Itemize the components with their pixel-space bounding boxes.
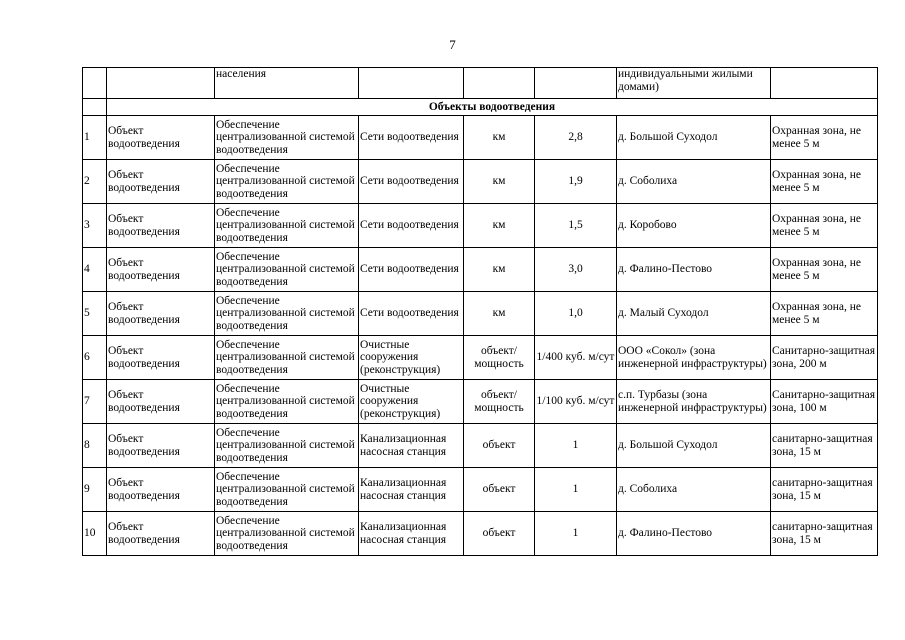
cell-type: Объект водоотведения [107, 116, 215, 160]
cell-purpose: Обеспечение централизованной системой водоотведения [215, 380, 359, 424]
cell-unit: объект/ мощность [464, 336, 535, 380]
cell-zone: Охранная зона, не менее 5 м [771, 204, 878, 248]
cell-zone: Охранная зона, не менее 5 м [771, 116, 878, 160]
cell-name: Канализационная насосная станция [359, 424, 464, 468]
table-row [83, 116, 878, 160]
cell-location: ООО «Сокол» (зона инженерной инфраструктуры) [617, 336, 771, 380]
cell-location: д. Соболиха [617, 160, 771, 204]
cell-location: д. Коробово [617, 204, 771, 248]
cell-purpose: населения [215, 68, 359, 99]
cell-purpose: Обеспечение централизованной системой водоотведения [215, 336, 359, 380]
cell-purpose: Обеспечение централизованной системой водоотведения [215, 424, 359, 468]
cell-zone [771, 68, 878, 99]
table-row [83, 468, 878, 512]
cell-name: Очистные сооружения (реконструкция) [359, 336, 464, 380]
cell-num [83, 68, 107, 99]
cell-purpose: Обеспечение централизованной системой водоотведения [215, 204, 359, 248]
cell-name: Канализационная насосная станция [359, 512, 464, 556]
cell-purpose: Обеспечение централизованной системой водоотведения [215, 292, 359, 336]
cell-num: 8 [83, 424, 107, 468]
table-row [83, 380, 878, 424]
cell-zone: санитарно-защитная зона, 15 м [771, 468, 878, 512]
cell-name: Сети водоотведения [359, 248, 464, 292]
cell-unit [464, 68, 535, 99]
cell-location: д. Большой Суходол [617, 116, 771, 160]
cell-zone: Охранная зона, не менее 5 м [771, 248, 878, 292]
table-row [83, 424, 878, 468]
cell-purpose: Обеспечение централизованной системой водоотведения [215, 468, 359, 512]
cell-purpose: Обеспечение централизованной системой водоотведения [215, 248, 359, 292]
cell-value: 1/100 куб. м/сут [535, 380, 617, 424]
cell-type: Объект водоотведения [107, 512, 215, 556]
cell-num: 2 [83, 160, 107, 204]
cell-type: Объект водоотведения [107, 248, 215, 292]
cell-unit: объект/ мощность [464, 380, 535, 424]
cell-num: 6 [83, 336, 107, 380]
cell-location: д. Соболиха [617, 468, 771, 512]
cell-unit: км [464, 160, 535, 204]
cell-type: Объект водоотведения [107, 380, 215, 424]
table-row [83, 248, 878, 292]
cell-value [535, 68, 617, 99]
cell-unit: км [464, 204, 535, 248]
cell-value: 1 [535, 468, 617, 512]
cell-location: д. Фалино-Пестово [617, 512, 771, 556]
cell-purpose: Обеспечение централизованной системой водоотведения [215, 512, 359, 556]
cell-zone: Охранная зона, не менее 5 м [771, 160, 878, 204]
cell-type: Объект водоотведения [107, 468, 215, 512]
table-row [83, 336, 878, 380]
cell-name: Сети водоотведения [359, 116, 464, 160]
table-row [83, 160, 878, 204]
cell-zone: Санитарно-защитная зона, 100 м [771, 380, 878, 424]
cell-num [83, 99, 107, 116]
cell-name: Сети водоотведения [359, 204, 464, 248]
cell-name: Сети водоотведения [359, 292, 464, 336]
cell-name: Канализационная насосная станция [359, 468, 464, 512]
cell-zone: Охранная зона, не менее 5 м [771, 292, 878, 336]
cell-num: 5 [83, 292, 107, 336]
cell-name: Сети водоотведения [359, 160, 464, 204]
cell-type: Объект водоотведения [107, 292, 215, 336]
cell-value: 1,0 [535, 292, 617, 336]
section-title: Объекты водоотведения [107, 99, 878, 116]
cell-num: 4 [83, 248, 107, 292]
facilities-table [82, 67, 878, 556]
cell-location: д. Большой Суходол [617, 424, 771, 468]
cell-type: Объект водоотведения [107, 424, 215, 468]
cell-unit: км [464, 248, 535, 292]
cell-value: 1 [535, 512, 617, 556]
cell-purpose: Обеспечение централизованной системой водоотведения [215, 116, 359, 160]
page-number: 7 [449, 37, 456, 52]
table-row [83, 204, 878, 248]
cell-unit: км [464, 292, 535, 336]
cell-unit: объект [464, 468, 535, 512]
table-row [83, 512, 878, 556]
cell-purpose: Обеспечение централизованной системой водоотведения [215, 160, 359, 204]
cell-num: 1 [83, 116, 107, 160]
cell-location: индивидуальными жилыми домами) [617, 68, 771, 99]
cell-num: 7 [83, 380, 107, 424]
cell-location: д. Фалино-Пестово [617, 248, 771, 292]
cell-value: 1/400 куб. м/сут [535, 336, 617, 380]
cell-location: с.п. Турбазы (зона инженерной инфраструктуры) [617, 380, 771, 424]
cell-num: 9 [83, 468, 107, 512]
section-row [83, 99, 878, 116]
cell-type: Объект водоотведения [107, 336, 215, 380]
cell-location: д. Малый Суходол [617, 292, 771, 336]
continuation-row [83, 68, 878, 99]
cell-num: 3 [83, 204, 107, 248]
cell-name [359, 68, 464, 99]
cell-unit: объект [464, 424, 535, 468]
cell-zone: Санитарно-защитная зона, 200 м [771, 336, 878, 380]
cell-value: 2,8 [535, 116, 617, 160]
cell-value: 3,0 [535, 248, 617, 292]
cell-zone: санитарно-защитная зона, 15 м [771, 424, 878, 468]
cell-num: 10 [83, 512, 107, 556]
cell-value: 1,5 [535, 204, 617, 248]
cell-type: Объект водоотведения [107, 204, 215, 248]
cell-zone: санитарно-защитная зона, 15 м [771, 512, 878, 556]
cell-unit: объект [464, 512, 535, 556]
cell-unit: км [464, 116, 535, 160]
cell-value: 1 [535, 424, 617, 468]
table-row [83, 292, 878, 336]
cell-type [107, 68, 215, 99]
cell-name: Очистные сооружения (реконструкция) [359, 380, 464, 424]
cell-value: 1,9 [535, 160, 617, 204]
cell-type: Объект водоотведения [107, 160, 215, 204]
